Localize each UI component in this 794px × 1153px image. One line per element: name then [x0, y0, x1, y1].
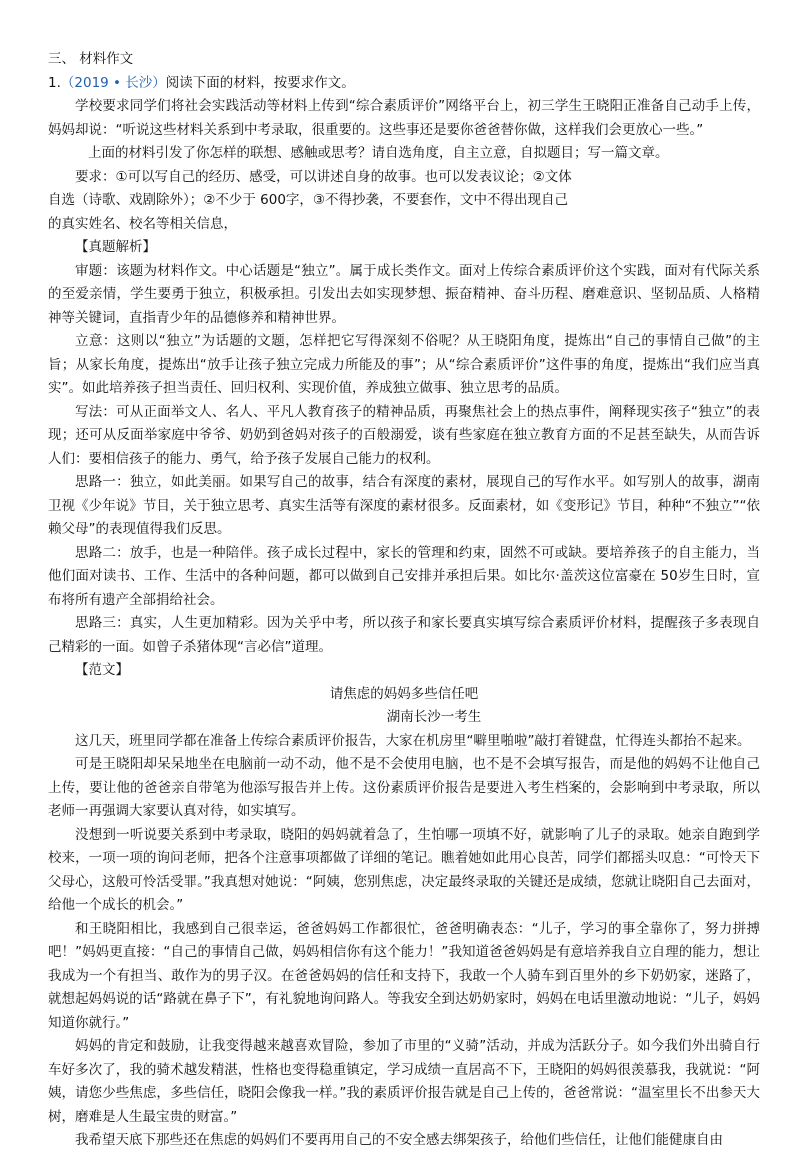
analysis-paragraph-liyi: 立意：这则以“独立”为话题的文题，怎样把它写得深刻不俗呢？从王晓阳角度，提炼出“自己的事情自己做”的主旨；从家长角度，提炼出“放手让孩子独立完成力所能及的事”；从“综合素质评价”这件事的角度，提炼出“我们应当真实”。如此培养孩子担当责任、回归权利、实现价值，养成独立做事、独立思考的品质。 [48, 333, 760, 396]
question-prompt: 阅读下面的材料，按要求作文。 [165, 74, 355, 91]
question-line [48, 72, 760, 96]
essay-byline: 湖南长沙一考生 [386, 709, 482, 725]
analysis-paragraph-silu-3: 思路三：真实，人生更加精彩。因为关乎中考，所以孩子和家长要真实填写综合素质评价材料，提醒孩子多表现自己精彩的一面。如曾子杀猪体现“言必信”道理。 [48, 615, 760, 655]
question-material: 学校要求同学们将社会实践活动等材料上传到“综合素质评价”网络平台上，初三学生王晓阳正准备自己动手上传，妈妈却说：“听说这些材料关系到中考录取，很重要的。这些事还是要你爸爸替你做，这样我们会更放心一些。” [48, 98, 760, 138]
question-source: （2019 • 长沙） [60, 74, 166, 91]
question-requirement-line-2: 自选（诗歌、戏剧除外）；②不少于 600字，③不得抄袭，不要套作，文中不得出现自己 [48, 192, 569, 208]
essay-paragraph: 可是王晓阳却呆呆地坐在电脑前一动不动，他不是不会使用电脑，也不是不会填写报告，而是他的妈妈不让他自己上传，要让他的爸爸亲自带笔为他添写报告并上传。这份素质评价报告是要进入考生档案的，会影响到中考录取，所以老师一再强调大家要认真对待，如实填写。 [48, 756, 760, 819]
essay-heading: 【范文】 [75, 662, 129, 678]
essay-paragraph: 和王晓阳相比，我感到自己很幸运，爸爸妈妈工作都很忙，爸爸明确表态：“儿子，学习的事全靠你了，努力拼搏吧！”妈妈更直接：“自己的事情自己做，妈妈相信你有这个能力！”我知道爸爸妈妈是有意培养我自立自理的能力，想让我成为一个有担当、敢作为的男子汉。在爸爸妈妈的信任和支持下，我敢一个人骑车到百里外的乡下奶奶家，迷路了，就想起妈妈说的话“路就在鼻子下”，有礼貌地询问路人。等我安全到达奶奶家时，妈妈在电话里激动地说：“儿子，妈妈知道你就行。” [48, 920, 760, 1031]
essay-paragraph: 我希望天底下那些还在焦虑的妈妈们不要再用自己的不安全感去绑架孩子，给他们些信任，让他们能健康自由 [75, 1132, 723, 1148]
essay-paragraph: 妈妈的肯定和鼓励，让我变得越来越喜欢冒险，参加了市里的“义骑”活动，并成为活跃分子。如今我们外出骑自行车好多次了，我的骑术越发精湛，性格也变得稳重镇定，学习成绩一直居高不下，王晓阳的妈妈很羡慕我，我就说：“阿姨，请您少些焦虑，多些信任，晓阳会像我一样。”我的素质评价报告就是自己上传的，爸爸常说：“温室里长不出参天大树，磨难是人生最宝贵的财富。” [48, 1038, 760, 1125]
analysis-paragraph-xiefa: 写法：可从正面举文人、名人、平凡人教育孩子的精神品质，再聚焦社会上的热点事件，阐释现实孩子“独立”的表现；还可从反面举家庭中爷爷、奶奶到爸妈对孩子的百般溺爱，谈有些家庭在独立教育方面的不足甚至缺失，从而告诉人们：要相信孩子的能力、勇气，给予孩子发展自己能力的权利。 [48, 403, 760, 467]
section-title: 三、 材料作文 [48, 51, 134, 67]
analysis-paragraph-silu-1: 思路一：独立，如此美丽。如果写自己的故事，结合有深度的素材，展现自己的写作水平。如写别人的故事，湖南卫视《少年说》节目，关于独立思考、真实生活等有深度的素材很多。反面素材，如《变形记》节目，种种“不独立”“依赖父母”的表现值得我们反思。 [48, 474, 760, 537]
analysis-paragraph-silu-2: 思路二：放手，也是一种陪伴。孩子成长过程中，家长的管理和约束，固然不可或缺。要培养孩子的自主能力，当他们面对读书、工作、生活中的各种问题，都可以做到自己安排并承担后果。如比尔·盖茨这位富豪在 50岁生日时，宣布将所有遗产全部捐给社会。 [48, 544, 760, 608]
question-task: 上面的材料引发了你怎样的联想、感触或思考？请自选角度，自主立意，自拟题目；写一篇文章。 [88, 145, 669, 161]
analysis-heading: 【真题解析】 [75, 239, 156, 255]
essay-title: 请焦虑的妈妈多些信任吧 [329, 685, 479, 702]
document-page [48, 48, 760, 1153]
question-requirement-line-1: 要求：①可以写自己的经历、感受，可以讲述自身的故事。也可以发表议论；②文体 [75, 168, 572, 185]
essay-paragraph: 这几天，班里同学都在准备上传综合素质评价报告，大家在机房里“噼里啪啦”敲打着键盘，忙得连头都抬不起来。 [75, 732, 751, 749]
question-requirement-line-3: 的真实姓名、校名等相关信息， [48, 215, 237, 232]
analysis-paragraph-shenti: 审题：该题为材料作文。中心话题是“独立”。属于成长类作文。面对上传综合素质评价这个实践，面对有代际关系的至爱亲情，学生要勇于独立，积极承担。引发出去如实现梦想、振奋精神、奋斗历程、磨难意识、坚韧品质、人格精神等关键词，直指青少年的品德修养和精神世界。 [48, 262, 760, 326]
question-number: 1. [48, 74, 61, 91]
essay-paragraph: 没想到一听说要关系到中考录取，晓阳的妈妈就着急了，生怕哪一项填不好，就影响了儿子的录取。她亲自跑到学校来，一项一项的询问老师，把各个注意事项都做了详细的笔记。瞧着她如此用心良苦，同学们都摇头叹息：“可怜天下父母心，这般可怜活受罪。”我真想对她说：“阿姨，您别焦虑，决定最终录取的关键还是成绩，您就让晓阳自己去面对，给他一个成长的机会。” [48, 826, 760, 913]
